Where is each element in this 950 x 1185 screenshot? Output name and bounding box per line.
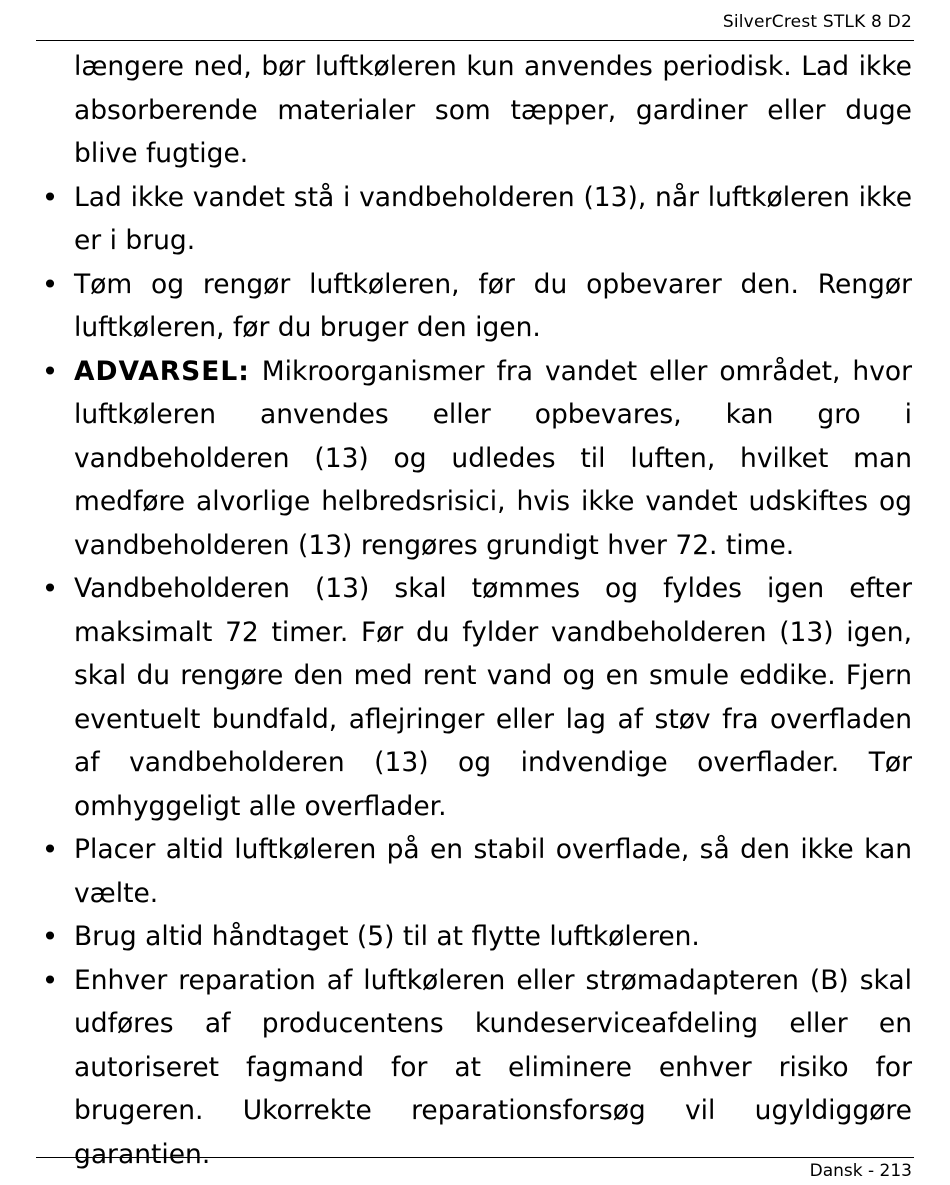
bullet-item-handle [41,915,912,959]
header-rule [36,40,914,41]
bullet-icon: • [41,963,59,997]
warning-label: ADVARSEL: [74,355,250,387]
bullet-icon: • [41,920,59,953]
page-header: SilverCrest STLK 8 D2 [722,12,912,32]
continuation-paragraph: længere ned, bør luftkøleren kun anvendes periodisk. Lad ikke absorberende materialer som tæpper, gardiner eller duge blive fugtige. [74,51,912,169]
footer-rule [36,1157,914,1158]
bullet-icon: • [41,267,59,301]
bullet-icon: • [41,833,59,866]
bullet-text: Lad ikke vandet stå i vandbeholderen (13), når luftkøleren ikke er i brug. [74,181,912,256]
bullet-item-refill [41,567,912,828]
page-body [41,45,912,1176]
bullet-text: Brug altid håndtaget (5) til at flytte luftkøleren. [74,921,700,952]
page-number: Dansk - 213 [809,1161,912,1181]
bullet-icon: • [41,354,59,388]
bullet-text: Vandbeholderen (13) skal tømmes og fyldes igen efter maksimalt 72 timer. Før du fylder vandbeholderen (13) igen, skal du rengøre den med rent vand og en smule eddike. Fjern eventuelt bundfald, aflejringer eller lag af støv fra overfladen af vandbeholderen (13) og indvendige overflader. Tør omhyggeligt alle overflader. [74,573,912,822]
bullet-text: Tøm og rengør luftkøleren, før du opbevarer den. Rengør luftkøleren, før du bruger den igen. [74,268,912,343]
bullet-text: Mikroorganismer fra vandet eller området, hvor luftkøleren anvendes eller opbevares, kan gro i vandbeholderen (13) og udledes til luften, hvilket man medføre alvorlige helbredsrisici, hvis ikke vandet udskiftes og vandbeholderen (13) rengøres grundigt hver 72. time. [74,355,912,561]
bullet-item-warning [41,350,912,568]
bullet-icon: • [41,180,59,214]
bullet-item-cleaning [41,263,912,350]
bullet-icon: • [41,572,59,605]
bullet-text: Enhver reparation af luftkøleren eller strømadapteren (B) skal udføres af producentens kundeserviceafdeling eller en autoriseret fagmand for at eliminere enhver risiko for brugeren. Ukorrekte reparationsforsøg vil ugyldiggøre garantien. [74,964,912,1170]
bullet-item-repair [41,959,912,1177]
bullet-item-placement [41,828,912,915]
bullet-item-water [41,176,912,263]
bullet-text: Placer altid luftkøleren på en stabil overflade, så den ikke kan vælte. [74,834,912,909]
